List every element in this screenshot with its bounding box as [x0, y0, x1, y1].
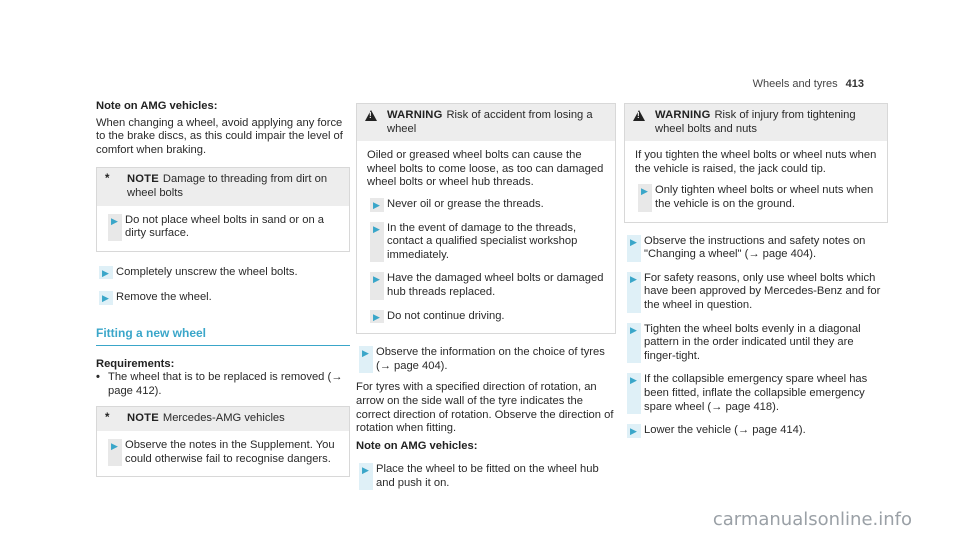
step-arrow-icon: ▶ [373, 311, 380, 322]
warning-icon [365, 110, 377, 121]
warning-body: Oiled or greased wheel bolts can cause the wheel bolts to come loose, as too can damaged wheel bolts or wheel hub threads. [367, 149, 604, 189]
note-box-amg [96, 406, 350, 477]
warning-step: ▶ In the event of damage to the threads, contact a qualified specialist workshop immediately. [367, 222, 605, 263]
warning-header [357, 104, 615, 141]
warning-text: Risk of accident from losing a wheel [387, 109, 593, 135]
warning-body: If you tighten the wheel bolts or wheel nuts when the vehicle is raised, the jack could tip. [635, 149, 877, 175]
step-arrow-icon: ▶ [630, 236, 637, 247]
requirement-item: • The wheel that is to be replaced is removed (→ page 412). [96, 371, 343, 397]
warning-step: ▶ Have the damaged wheel bolts or damaged hub threads replaced. [367, 272, 605, 299]
warning-header [625, 104, 887, 141]
note-text: Damage to threading from dirt on wheel bolts [127, 173, 328, 199]
note-step: ▶ Observe the notes in the Supplement. You could otherwise fail to recognise dangers. [105, 439, 339, 466]
note-icon: * [105, 412, 110, 425]
warning-step: ▶ Do not continue driving. [367, 310, 605, 324]
rotation-paragraph: For tyres with a specified direction of rotation, an arrow on the side wall of the tyre indicates the correct direction of rotation. Observe the direction of rotation when fitting. [356, 381, 614, 435]
requirements-heading: Requirements: [96, 357, 175, 370]
warning-box-tightening [624, 103, 888, 223]
page-header [753, 78, 864, 92]
note-step: ▶ Do not place wheel bolts in sand or on a dirty surface. [105, 214, 339, 241]
step-unscrew-bolts: ▶ Completely unscrew the wheel bolts. [96, 266, 350, 280]
step-approved-bolts: ▶ For safety reasons, only use wheel bolts which have been approved by Mercedes-Benz and for the wheel in question. [624, 272, 888, 313]
amg-note-text: When changing a wheel, avoid applying any force to the brake discs, as this could impair the level of comfort when braking. [96, 116, 343, 156]
watermark: carmanualsonline.info [712, 509, 912, 531]
step-remove-wheel: ▶ Remove the wheel. [96, 291, 350, 305]
step-arrow-icon: ▶ [102, 267, 109, 278]
step-arrow-icon: ▶ [630, 375, 637, 386]
warning-box-losing-wheel [356, 103, 616, 334]
page-number: 413 [845, 78, 864, 90]
step-place-wheel: ▶ Place the wheel to be fitted on the wheel hub and push it on. [356, 463, 616, 490]
column-3 [624, 103, 888, 438]
step-arrow-icon: ▶ [373, 199, 380, 210]
step-tighten-diagonal: ▶ Tighten the wheel bolts evenly in a diagonal pattern in the order indicated until they are finger-tight. [624, 323, 888, 364]
step-arrow-icon: ▶ [630, 426, 637, 437]
step-arrow-icon: ▶ [362, 348, 369, 359]
column-1 [96, 100, 350, 477]
note-title: NOTE [127, 173, 159, 186]
step-arrow-icon: ▶ [630, 273, 637, 284]
note-header [97, 168, 349, 205]
step-arrow-icon: ▶ [362, 465, 369, 476]
step-arrow-icon: ▶ [373, 223, 380, 234]
step-inflate-spare: ▶ If the collapsible emergency spare wheel has been fitted, inflate the collapsible emergency spare wheel (→ page 418). [624, 373, 888, 414]
step-lower-vehicle: ▶ Lower the vehicle (→ page 414). [624, 424, 888, 438]
step-arrow-icon: ▶ [373, 274, 380, 285]
column-2 [356, 103, 616, 490]
section-name: Wheels and tyres [752, 78, 838, 90]
note-text: Mercedes-AMG vehicles [162, 412, 285, 425]
warning-step: ▶ Never oil or grease the threads. [367, 198, 605, 212]
section-title-fitting: Fitting a new wheel [96, 327, 350, 346]
step-arrow-icon: ▶ [102, 293, 109, 304]
warning-icon [633, 110, 645, 121]
step-arrow-icon: ▶ [641, 186, 648, 197]
note-box-threading [96, 167, 350, 251]
warning-title: WARNING [387, 109, 443, 121]
step-observe-tyres: ▶ Observe the information on the choice of tyres (→ page 404). [356, 346, 616, 373]
amg-note-heading: Note on AMG vehicles: [96, 100, 218, 112]
warning-text: Risk of injury from tightening wheel bolts and nuts [655, 109, 856, 135]
amg-note-heading: Note on AMG vehicles: [356, 439, 478, 452]
step-arrow-icon: ▶ [111, 440, 118, 451]
bullet-icon: • [96, 371, 100, 384]
note-icon: * [105, 173, 110, 186]
step-arrow-icon: ▶ [111, 215, 118, 226]
warning-step: ▶ Only tighten wheel bolts or wheel nuts when the vehicle is on the ground. [635, 184, 877, 211]
warning-title: WARNING [655, 109, 711, 121]
step-arrow-icon: ▶ [630, 324, 637, 335]
step-observe-instructions: ▶ Observe the instructions and safety notes on "Changing a wheel" (→ page 404). [624, 235, 888, 262]
note-header [97, 407, 349, 431]
note-title: NOTE [127, 412, 159, 425]
